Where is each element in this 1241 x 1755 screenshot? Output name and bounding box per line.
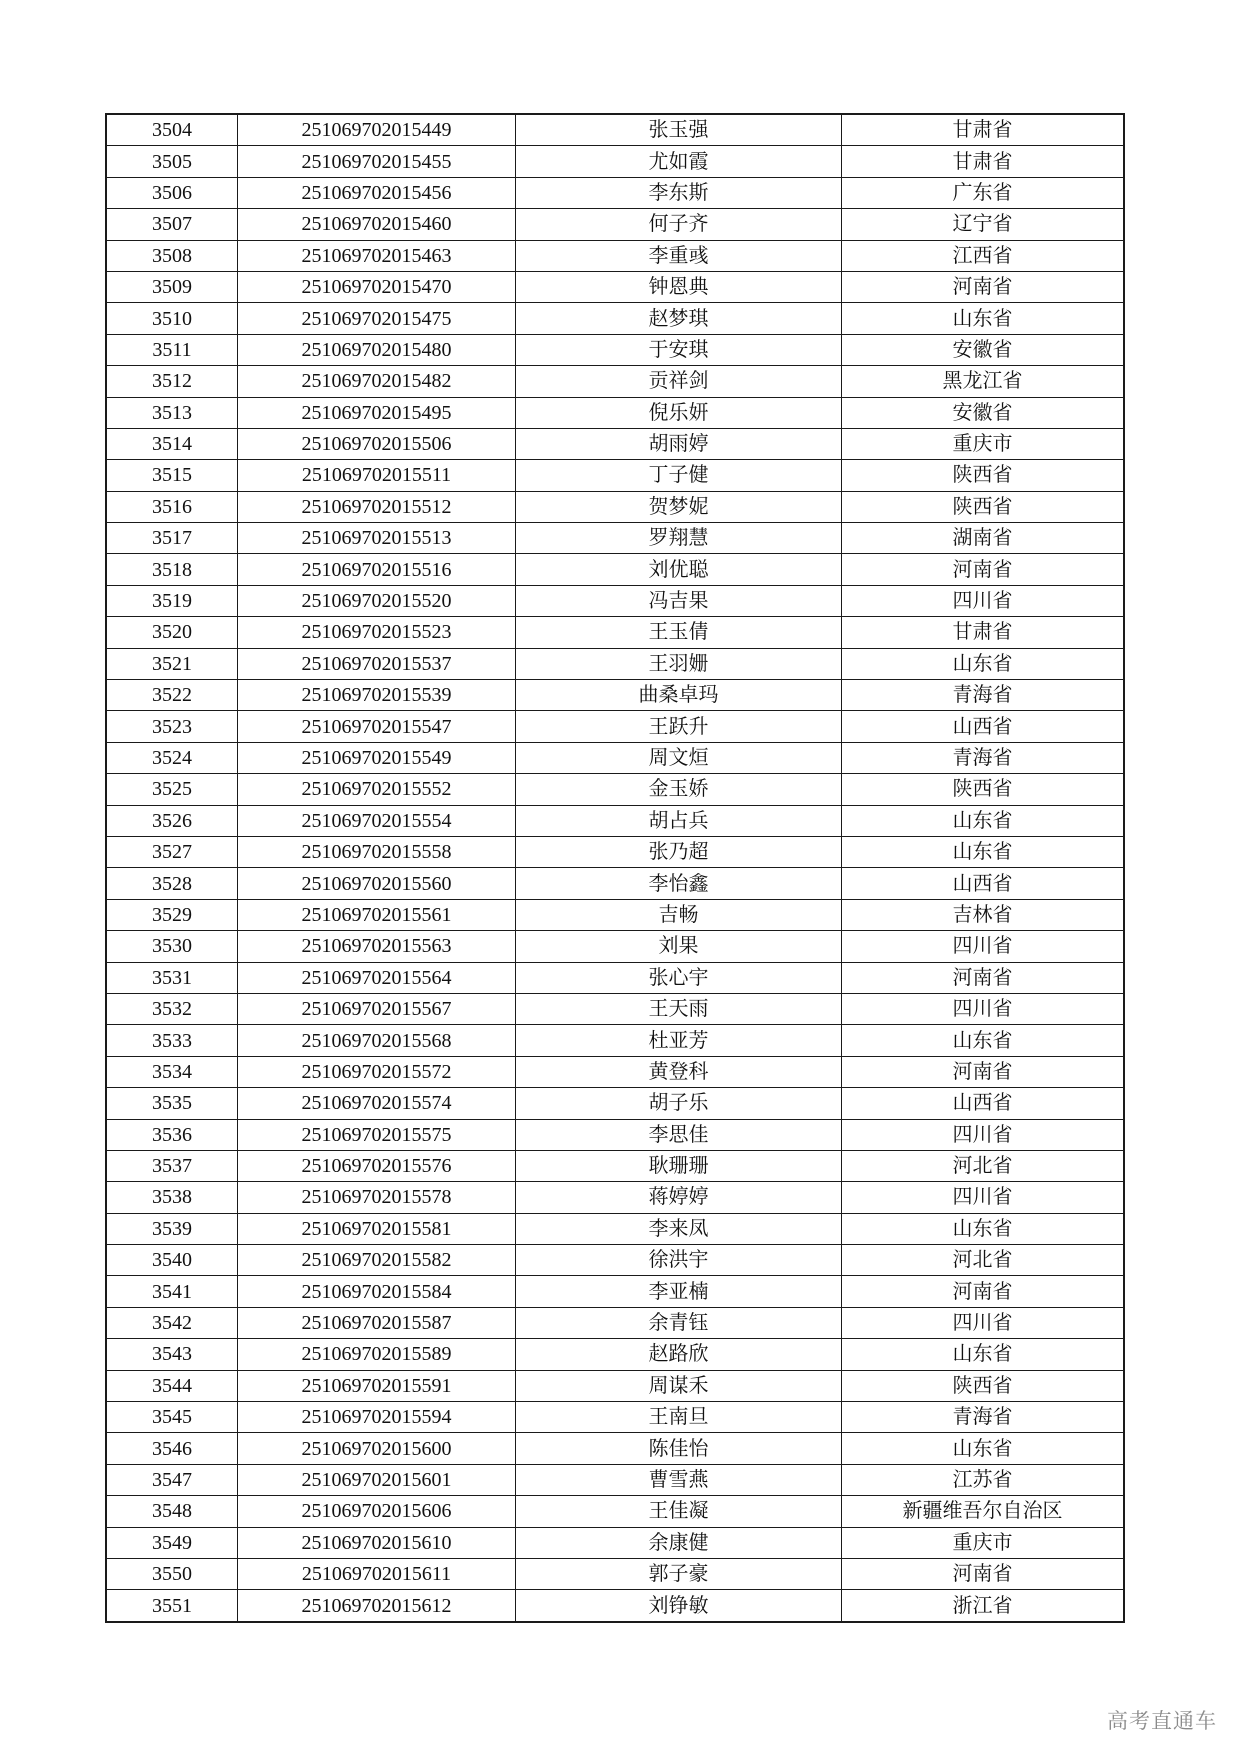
seq-cell: 3506 (106, 177, 238, 208)
seq-cell: 3529 (106, 899, 238, 930)
name-cell: 王南旦 (516, 1402, 842, 1433)
candidate-id-cell: 251069702015600 (238, 1433, 516, 1464)
seq-cell: 3527 (106, 836, 238, 867)
candidate-id-cell: 251069702015610 (238, 1527, 516, 1558)
table-row (106, 585, 1124, 616)
province-cell: 青海省 (842, 680, 1125, 711)
name-cell: 赵路欣 (516, 1339, 842, 1370)
name-cell: 贡祥剑 (516, 366, 842, 397)
seq-cell: 3550 (106, 1558, 238, 1589)
name-cell: 黄登科 (516, 1056, 842, 1087)
province-cell: 河南省 (842, 271, 1125, 302)
seq-cell: 3530 (106, 931, 238, 962)
candidate-id-cell: 251069702015558 (238, 836, 516, 867)
table-row (106, 1402, 1124, 1433)
province-cell: 甘肃省 (842, 617, 1125, 648)
seq-cell: 3546 (106, 1433, 238, 1464)
table-row (106, 962, 1124, 993)
table-row (106, 460, 1124, 491)
province-cell: 陕西省 (842, 491, 1125, 522)
table-row (106, 836, 1124, 867)
seq-cell: 3542 (106, 1307, 238, 1338)
name-cell: 吉畅 (516, 899, 842, 930)
seq-cell: 3535 (106, 1088, 238, 1119)
seq-cell: 3548 (106, 1496, 238, 1527)
name-cell: 王佳凝 (516, 1496, 842, 1527)
table-row (106, 1056, 1124, 1087)
province-cell: 山东省 (842, 1025, 1125, 1056)
candidate-id-cell: 251069702015523 (238, 617, 516, 648)
seq-cell: 3507 (106, 209, 238, 240)
table-row (106, 1088, 1124, 1119)
province-cell: 山西省 (842, 1088, 1125, 1119)
province-cell: 山东省 (842, 648, 1125, 679)
name-cell: 余青钰 (516, 1307, 842, 1338)
seq-cell: 3524 (106, 742, 238, 773)
roster-table (105, 113, 1125, 1623)
seq-cell: 3544 (106, 1370, 238, 1401)
seq-cell: 3504 (106, 114, 238, 146)
seq-cell: 3512 (106, 366, 238, 397)
name-cell: 李来凤 (516, 1213, 842, 1244)
candidate-id-cell: 251069702015480 (238, 334, 516, 365)
name-cell: 曹雪燕 (516, 1464, 842, 1495)
table-row (106, 1433, 1124, 1464)
province-cell: 四川省 (842, 1307, 1125, 1338)
table-row (106, 742, 1124, 773)
name-cell: 贺梦妮 (516, 491, 842, 522)
table-row (106, 397, 1124, 428)
table-row (106, 114, 1124, 146)
seq-cell: 3549 (106, 1527, 238, 1558)
candidate-id-cell: 251069702015552 (238, 774, 516, 805)
candidate-id-cell: 251069702015584 (238, 1276, 516, 1307)
table-row (106, 1119, 1124, 1150)
table-row (106, 1339, 1124, 1370)
seq-cell: 3514 (106, 428, 238, 459)
province-cell: 重庆市 (842, 1527, 1125, 1558)
candidate-id-cell: 251069702015582 (238, 1245, 516, 1276)
candidate-id-cell: 251069702015547 (238, 711, 516, 742)
province-cell: 吉林省 (842, 899, 1125, 930)
table-row (106, 428, 1124, 459)
candidate-id-cell: 251069702015520 (238, 585, 516, 616)
candidate-id-cell: 251069702015495 (238, 397, 516, 428)
name-cell: 郭子豪 (516, 1558, 842, 1589)
table-row (106, 1496, 1124, 1527)
candidate-id-cell: 251069702015512 (238, 491, 516, 522)
table-row (106, 1527, 1124, 1558)
seq-cell: 3531 (106, 962, 238, 993)
province-cell: 河南省 (842, 1276, 1125, 1307)
table-row (106, 617, 1124, 648)
name-cell: 周谋禾 (516, 1370, 842, 1401)
seq-cell: 3522 (106, 680, 238, 711)
seq-cell: 3521 (106, 648, 238, 679)
table-row (106, 1590, 1124, 1622)
seq-cell: 3511 (106, 334, 238, 365)
candidate-id-cell: 251069702015574 (238, 1088, 516, 1119)
name-cell: 李东斯 (516, 177, 842, 208)
province-cell: 河南省 (842, 962, 1125, 993)
name-cell: 尤如霞 (516, 146, 842, 177)
candidate-id-cell: 251069702015563 (238, 931, 516, 962)
province-cell: 陕西省 (842, 460, 1125, 491)
name-cell: 于安琪 (516, 334, 842, 365)
candidate-id-cell: 251069702015561 (238, 899, 516, 930)
candidate-id-cell: 251069702015539 (238, 680, 516, 711)
name-cell: 胡子乐 (516, 1088, 842, 1119)
candidate-id-cell: 251069702015567 (238, 993, 516, 1024)
table-row (106, 271, 1124, 302)
table-row (106, 1025, 1124, 1056)
candidate-id-cell: 251069702015611 (238, 1558, 516, 1589)
table-row (106, 146, 1124, 177)
table-row (106, 993, 1124, 1024)
name-cell: 陈佳怡 (516, 1433, 842, 1464)
province-cell: 四川省 (842, 931, 1125, 962)
seq-cell: 3523 (106, 711, 238, 742)
seq-cell: 3520 (106, 617, 238, 648)
name-cell: 李亚楠 (516, 1276, 842, 1307)
candidate-id-cell: 251069702015568 (238, 1025, 516, 1056)
candidate-id-cell: 251069702015612 (238, 1590, 516, 1622)
table-row (106, 1182, 1124, 1213)
table-row (106, 554, 1124, 585)
table-row (106, 366, 1124, 397)
name-cell: 杜亚芳 (516, 1025, 842, 1056)
candidate-id-cell: 251069702015537 (238, 648, 516, 679)
candidate-id-cell: 251069702015601 (238, 1464, 516, 1495)
name-cell: 徐洪宇 (516, 1245, 842, 1276)
table-row (106, 1245, 1124, 1276)
candidate-id-cell: 251069702015578 (238, 1182, 516, 1213)
table-row (106, 1370, 1124, 1401)
candidate-id-cell: 251069702015581 (238, 1213, 516, 1244)
seq-cell: 3526 (106, 805, 238, 836)
province-cell: 新疆维吾尔自治区 (842, 1496, 1125, 1527)
province-cell: 山东省 (842, 836, 1125, 867)
seq-cell: 3516 (106, 491, 238, 522)
province-cell: 山东省 (842, 1339, 1125, 1370)
name-cell: 王羽姗 (516, 648, 842, 679)
candidate-id-cell: 251069702015449 (238, 114, 516, 146)
candidate-id-cell: 251069702015564 (238, 962, 516, 993)
name-cell: 王天雨 (516, 993, 842, 1024)
seq-cell: 3545 (106, 1402, 238, 1433)
province-cell: 河南省 (842, 1056, 1125, 1087)
table-row (106, 868, 1124, 899)
name-cell: 蒋婷婷 (516, 1182, 842, 1213)
province-cell: 山西省 (842, 868, 1125, 899)
province-cell: 黑龙江省 (842, 366, 1125, 397)
seq-cell: 3536 (106, 1119, 238, 1150)
table-row (106, 491, 1124, 522)
seq-cell: 3517 (106, 523, 238, 554)
province-cell: 山西省 (842, 711, 1125, 742)
seq-cell: 3543 (106, 1339, 238, 1370)
name-cell: 刘优聪 (516, 554, 842, 585)
province-cell: 四川省 (842, 585, 1125, 616)
province-cell: 陕西省 (842, 1370, 1125, 1401)
candidate-id-cell: 251069702015587 (238, 1307, 516, 1338)
candidate-id-cell: 251069702015554 (238, 805, 516, 836)
name-cell: 赵梦琪 (516, 303, 842, 334)
table-row (106, 1150, 1124, 1181)
name-cell: 张玉强 (516, 114, 842, 146)
name-cell: 张心宇 (516, 962, 842, 993)
province-cell: 河南省 (842, 1558, 1125, 1589)
province-cell: 山东省 (842, 303, 1125, 334)
seq-cell: 3533 (106, 1025, 238, 1056)
table-row (106, 1307, 1124, 1338)
candidate-id-cell: 251069702015516 (238, 554, 516, 585)
table-row (106, 648, 1124, 679)
seq-cell: 3528 (106, 868, 238, 899)
province-cell: 辽宁省 (842, 209, 1125, 240)
candidate-id-cell: 251069702015606 (238, 1496, 516, 1527)
candidate-id-cell: 251069702015575 (238, 1119, 516, 1150)
candidate-id-cell: 251069702015470 (238, 271, 516, 302)
table-row (106, 1276, 1124, 1307)
candidate-id-cell: 251069702015513 (238, 523, 516, 554)
seq-cell: 3519 (106, 585, 238, 616)
candidate-id-cell: 251069702015589 (238, 1339, 516, 1370)
candidate-id-cell: 251069702015475 (238, 303, 516, 334)
table-row (106, 240, 1124, 271)
name-cell: 刘果 (516, 931, 842, 962)
candidate-id-cell: 251069702015576 (238, 1150, 516, 1181)
name-cell: 曲桑卓玛 (516, 680, 842, 711)
seq-cell: 3518 (106, 554, 238, 585)
name-cell: 何子齐 (516, 209, 842, 240)
table-row (106, 1213, 1124, 1244)
province-cell: 山东省 (842, 1213, 1125, 1244)
province-cell: 山东省 (842, 805, 1125, 836)
province-cell: 青海省 (842, 742, 1125, 773)
table-row (106, 711, 1124, 742)
table-row (106, 680, 1124, 711)
seq-cell: 3508 (106, 240, 238, 271)
province-cell: 湖南省 (842, 523, 1125, 554)
candidate-id-cell: 251069702015591 (238, 1370, 516, 1401)
name-cell: 罗翔慧 (516, 523, 842, 554)
seq-cell: 3513 (106, 397, 238, 428)
name-cell: 耿珊珊 (516, 1150, 842, 1181)
name-cell: 张乃超 (516, 836, 842, 867)
table-row (106, 209, 1124, 240)
candidate-id-cell: 251069702015511 (238, 460, 516, 491)
table-row (106, 774, 1124, 805)
seq-cell: 3540 (106, 1245, 238, 1276)
seq-cell: 3538 (106, 1182, 238, 1213)
seq-cell: 3510 (106, 303, 238, 334)
name-cell: 钟恩典 (516, 271, 842, 302)
name-cell: 冯吉果 (516, 585, 842, 616)
province-cell: 四川省 (842, 1182, 1125, 1213)
name-cell: 李思佳 (516, 1119, 842, 1150)
table-row (106, 177, 1124, 208)
name-cell: 倪乐妍 (516, 397, 842, 428)
watermark-text: 高考直通车 (1107, 1709, 1217, 1733)
province-cell: 四川省 (842, 1119, 1125, 1150)
candidate-id-cell: 251069702015560 (238, 868, 516, 899)
province-cell: 青海省 (842, 1402, 1125, 1433)
name-cell: 刘铮敏 (516, 1590, 842, 1622)
seq-cell: 3551 (106, 1590, 238, 1622)
roster-table-body (106, 114, 1124, 1622)
name-cell: 李怡鑫 (516, 868, 842, 899)
name-cell: 胡占兵 (516, 805, 842, 836)
table-row (106, 931, 1124, 962)
candidate-id-cell: 251069702015572 (238, 1056, 516, 1087)
name-cell: 周文烜 (516, 742, 842, 773)
province-cell: 安徽省 (842, 334, 1125, 365)
candidate-id-cell: 251069702015482 (238, 366, 516, 397)
province-cell: 甘肃省 (842, 114, 1125, 146)
province-cell: 陕西省 (842, 774, 1125, 805)
province-cell: 河北省 (842, 1150, 1125, 1181)
table-row (106, 334, 1124, 365)
province-cell: 山东省 (842, 1433, 1125, 1464)
seq-cell: 3539 (106, 1213, 238, 1244)
seq-cell: 3532 (106, 993, 238, 1024)
name-cell: 金玉娇 (516, 774, 842, 805)
seq-cell: 3537 (106, 1150, 238, 1181)
province-cell: 江苏省 (842, 1464, 1125, 1495)
name-cell: 王玉倩 (516, 617, 842, 648)
candidate-id-cell: 251069702015463 (238, 240, 516, 271)
seq-cell: 3541 (106, 1276, 238, 1307)
province-cell: 江西省 (842, 240, 1125, 271)
name-cell: 李重彧 (516, 240, 842, 271)
candidate-id-cell: 251069702015549 (238, 742, 516, 773)
candidate-id-cell: 251069702015506 (238, 428, 516, 459)
seq-cell: 3515 (106, 460, 238, 491)
name-cell: 丁子健 (516, 460, 842, 491)
seq-cell: 3534 (106, 1056, 238, 1087)
province-cell: 安徽省 (842, 397, 1125, 428)
table-row (106, 303, 1124, 334)
candidate-id-cell: 251069702015460 (238, 209, 516, 240)
province-cell: 四川省 (842, 993, 1125, 1024)
table-row (106, 1558, 1124, 1589)
table-row (106, 1464, 1124, 1495)
name-cell: 余康健 (516, 1527, 842, 1558)
province-cell: 重庆市 (842, 428, 1125, 459)
table-row (106, 523, 1124, 554)
seq-cell: 3547 (106, 1464, 238, 1495)
province-cell: 甘肃省 (842, 146, 1125, 177)
seq-cell: 3525 (106, 774, 238, 805)
candidate-id-cell: 251069702015455 (238, 146, 516, 177)
candidate-id-cell: 251069702015456 (238, 177, 516, 208)
province-cell: 河北省 (842, 1245, 1125, 1276)
name-cell: 胡雨婷 (516, 428, 842, 459)
province-cell: 广东省 (842, 177, 1125, 208)
table-row (106, 805, 1124, 836)
candidate-id-cell: 251069702015594 (238, 1402, 516, 1433)
table-row (106, 899, 1124, 930)
province-cell: 河南省 (842, 554, 1125, 585)
name-cell: 王跃升 (516, 711, 842, 742)
seq-cell: 3509 (106, 271, 238, 302)
seq-cell: 3505 (106, 146, 238, 177)
province-cell: 浙江省 (842, 1590, 1125, 1622)
